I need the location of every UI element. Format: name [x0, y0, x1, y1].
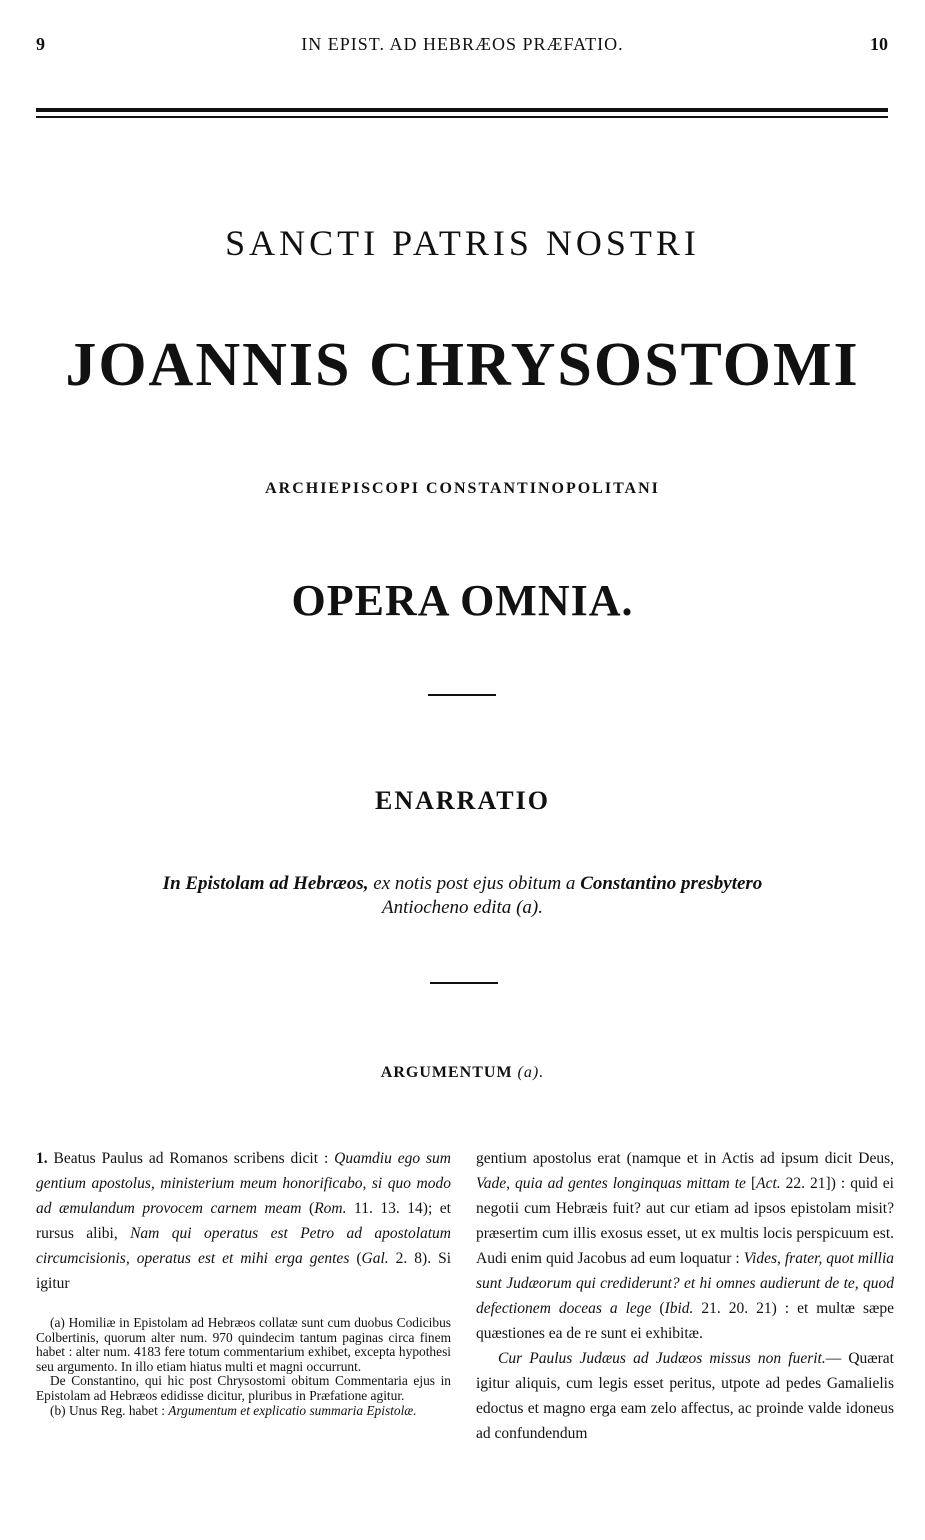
left-p1-ref-b: Gal.	[361, 1250, 389, 1267]
right-p2-text: — Quærat igitur aliquis, cum legis esset peritus, utpote ad pedes Gamalielis edoctus et magno erga eam zelo affectus, ac proinde valde idoneus ad confundendum	[476, 1350, 894, 1442]
left-column	[36, 1146, 451, 1296]
subtitle-part-a: In Epistolam ad Hebræos,	[162, 873, 369, 894]
divider-rule-2	[430, 982, 498, 984]
right-p1-text-g: (	[651, 1300, 665, 1317]
left-p1-quote-b: Nam qui operatus est Petro ad apostolatum circumcisionis, operatus est et mihi erga gentes	[36, 1225, 451, 1267]
subtitle-part-c: Constantino presbytero	[580, 873, 763, 894]
argumentum-note: (a).	[517, 1064, 545, 1081]
left-p1-text-g: (	[349, 1250, 362, 1267]
title-author: JOANNIS CHRYSOSTOMI	[65, 331, 860, 399]
running-header-title: IN EPIST. AD HEBRÆOS PRÆFATIO.	[301, 34, 624, 54]
right-p1-quote-a: Vade, quia ad gentes longinquas mittam te	[476, 1175, 746, 1192]
subtitle-part-d: Antiocheno edita	[382, 897, 512, 918]
footnote-b-quote: Argumentum et explicatio summaria Epistolæ.	[168, 1402, 417, 1418]
argumentum-label: ARGUMENTUM	[380, 1064, 513, 1081]
left-p1-text-e: 11. 13. 14); et rursus alibi,	[36, 1200, 451, 1242]
page-number-right: 10	[870, 34, 888, 54]
left-p1-text-c: (	[301, 1200, 315, 1217]
right-paragraph-1	[476, 1146, 894, 1346]
right-p1-text-e: 22. 21]) : quid ei negotii cum Hebræis fuit? aut cur etiam ad ipsos epistolam misit? præsertim cum illis exosus esset, ut ex multis locis perspicuum est. Audi enim quid Jacobus ad eum loquatur :	[476, 1175, 894, 1267]
left-p1-quote-a: Quamdiu ego sum gentium apostolus, ministerium meum honorificabo, si quo modo ad æmulandum provocem carnem meam	[36, 1150, 451, 1217]
title-line-1: SANCTI PATRIS NOSTRI	[225, 223, 700, 263]
footnotes	[36, 1316, 451, 1418]
left-p1-text-a: Beatus Paulus ad Romanos scribens dicit :	[47, 1150, 335, 1167]
left-p1-text-i: 2. 8). Si igitur	[36, 1250, 451, 1292]
page-number-left: 9	[36, 34, 45, 54]
subtitle-note: (a).	[516, 897, 543, 918]
right-p1-text-c: [	[745, 1175, 757, 1192]
header-rule-thin	[36, 116, 888, 118]
header-rule	[36, 108, 888, 112]
right-p1-text-i: 21. 20. 21) : et multæ sæpe quæstiones ea de re sunt ei exhibitæ.	[476, 1300, 894, 1342]
title-line-3: ARCHIEPISCOPI CONSTANTINOPOLITANI	[265, 480, 660, 497]
divider-rule	[428, 694, 496, 696]
title-opera-omnia: OPERA OMNIA.	[291, 576, 634, 625]
footnote-a-continued: De Constantino, qui hic post Chrysostomi obitum Commentaria ejus in Epistolam ad Hebræos edidisse dicitur, pluribus in Præfatione agitur.	[36, 1373, 451, 1403]
right-p1-ref-b: Ibid.	[664, 1300, 694, 1317]
left-paragraph-1	[36, 1146, 451, 1296]
section-heading: ENARRATIO	[375, 786, 550, 815]
argumentum-heading	[0, 1064, 925, 1082]
subtitle	[0, 872, 925, 920]
right-p2-heading: Cur Paulus Judæus ad Judæos missus non fuerit.	[498, 1350, 826, 1367]
footnote-a: (a) Homiliæ in Epistolam ad Hebræos collatæ sunt cum duobus Codicibus Colbertinis, quorum alter num. 970 quindecim tantum paginas circa finem habet : alter num. 4183 fere totum commentarium exhibet, excepta hypothesi seu argumento. In illo etiam hiatus multi et magni occurrunt.	[36, 1315, 451, 1374]
right-p1-text-a: gentium apostolus erat (namque et in Actis ad ipsum dicit Deus,	[476, 1150, 894, 1167]
left-p1-ref-a: Rom.	[314, 1200, 347, 1217]
right-paragraph-2	[476, 1346, 894, 1446]
right-p1-ref-a: Act.	[756, 1175, 781, 1192]
footnote-b-text: (b) Unus Reg. habet :	[50, 1402, 169, 1418]
subtitle-part-b: ex notis post ejus obitum a	[368, 873, 581, 894]
footnote-b	[36, 1404, 451, 1419]
right-column	[476, 1146, 894, 1446]
right-p1-quote-b: Vides, frater, quot millia sunt Judæorum qui crediderunt? et hi omnes audierunt de te, quod defectionem doceas a lege	[476, 1250, 894, 1317]
paragraph-number: 1.	[36, 1150, 48, 1167]
